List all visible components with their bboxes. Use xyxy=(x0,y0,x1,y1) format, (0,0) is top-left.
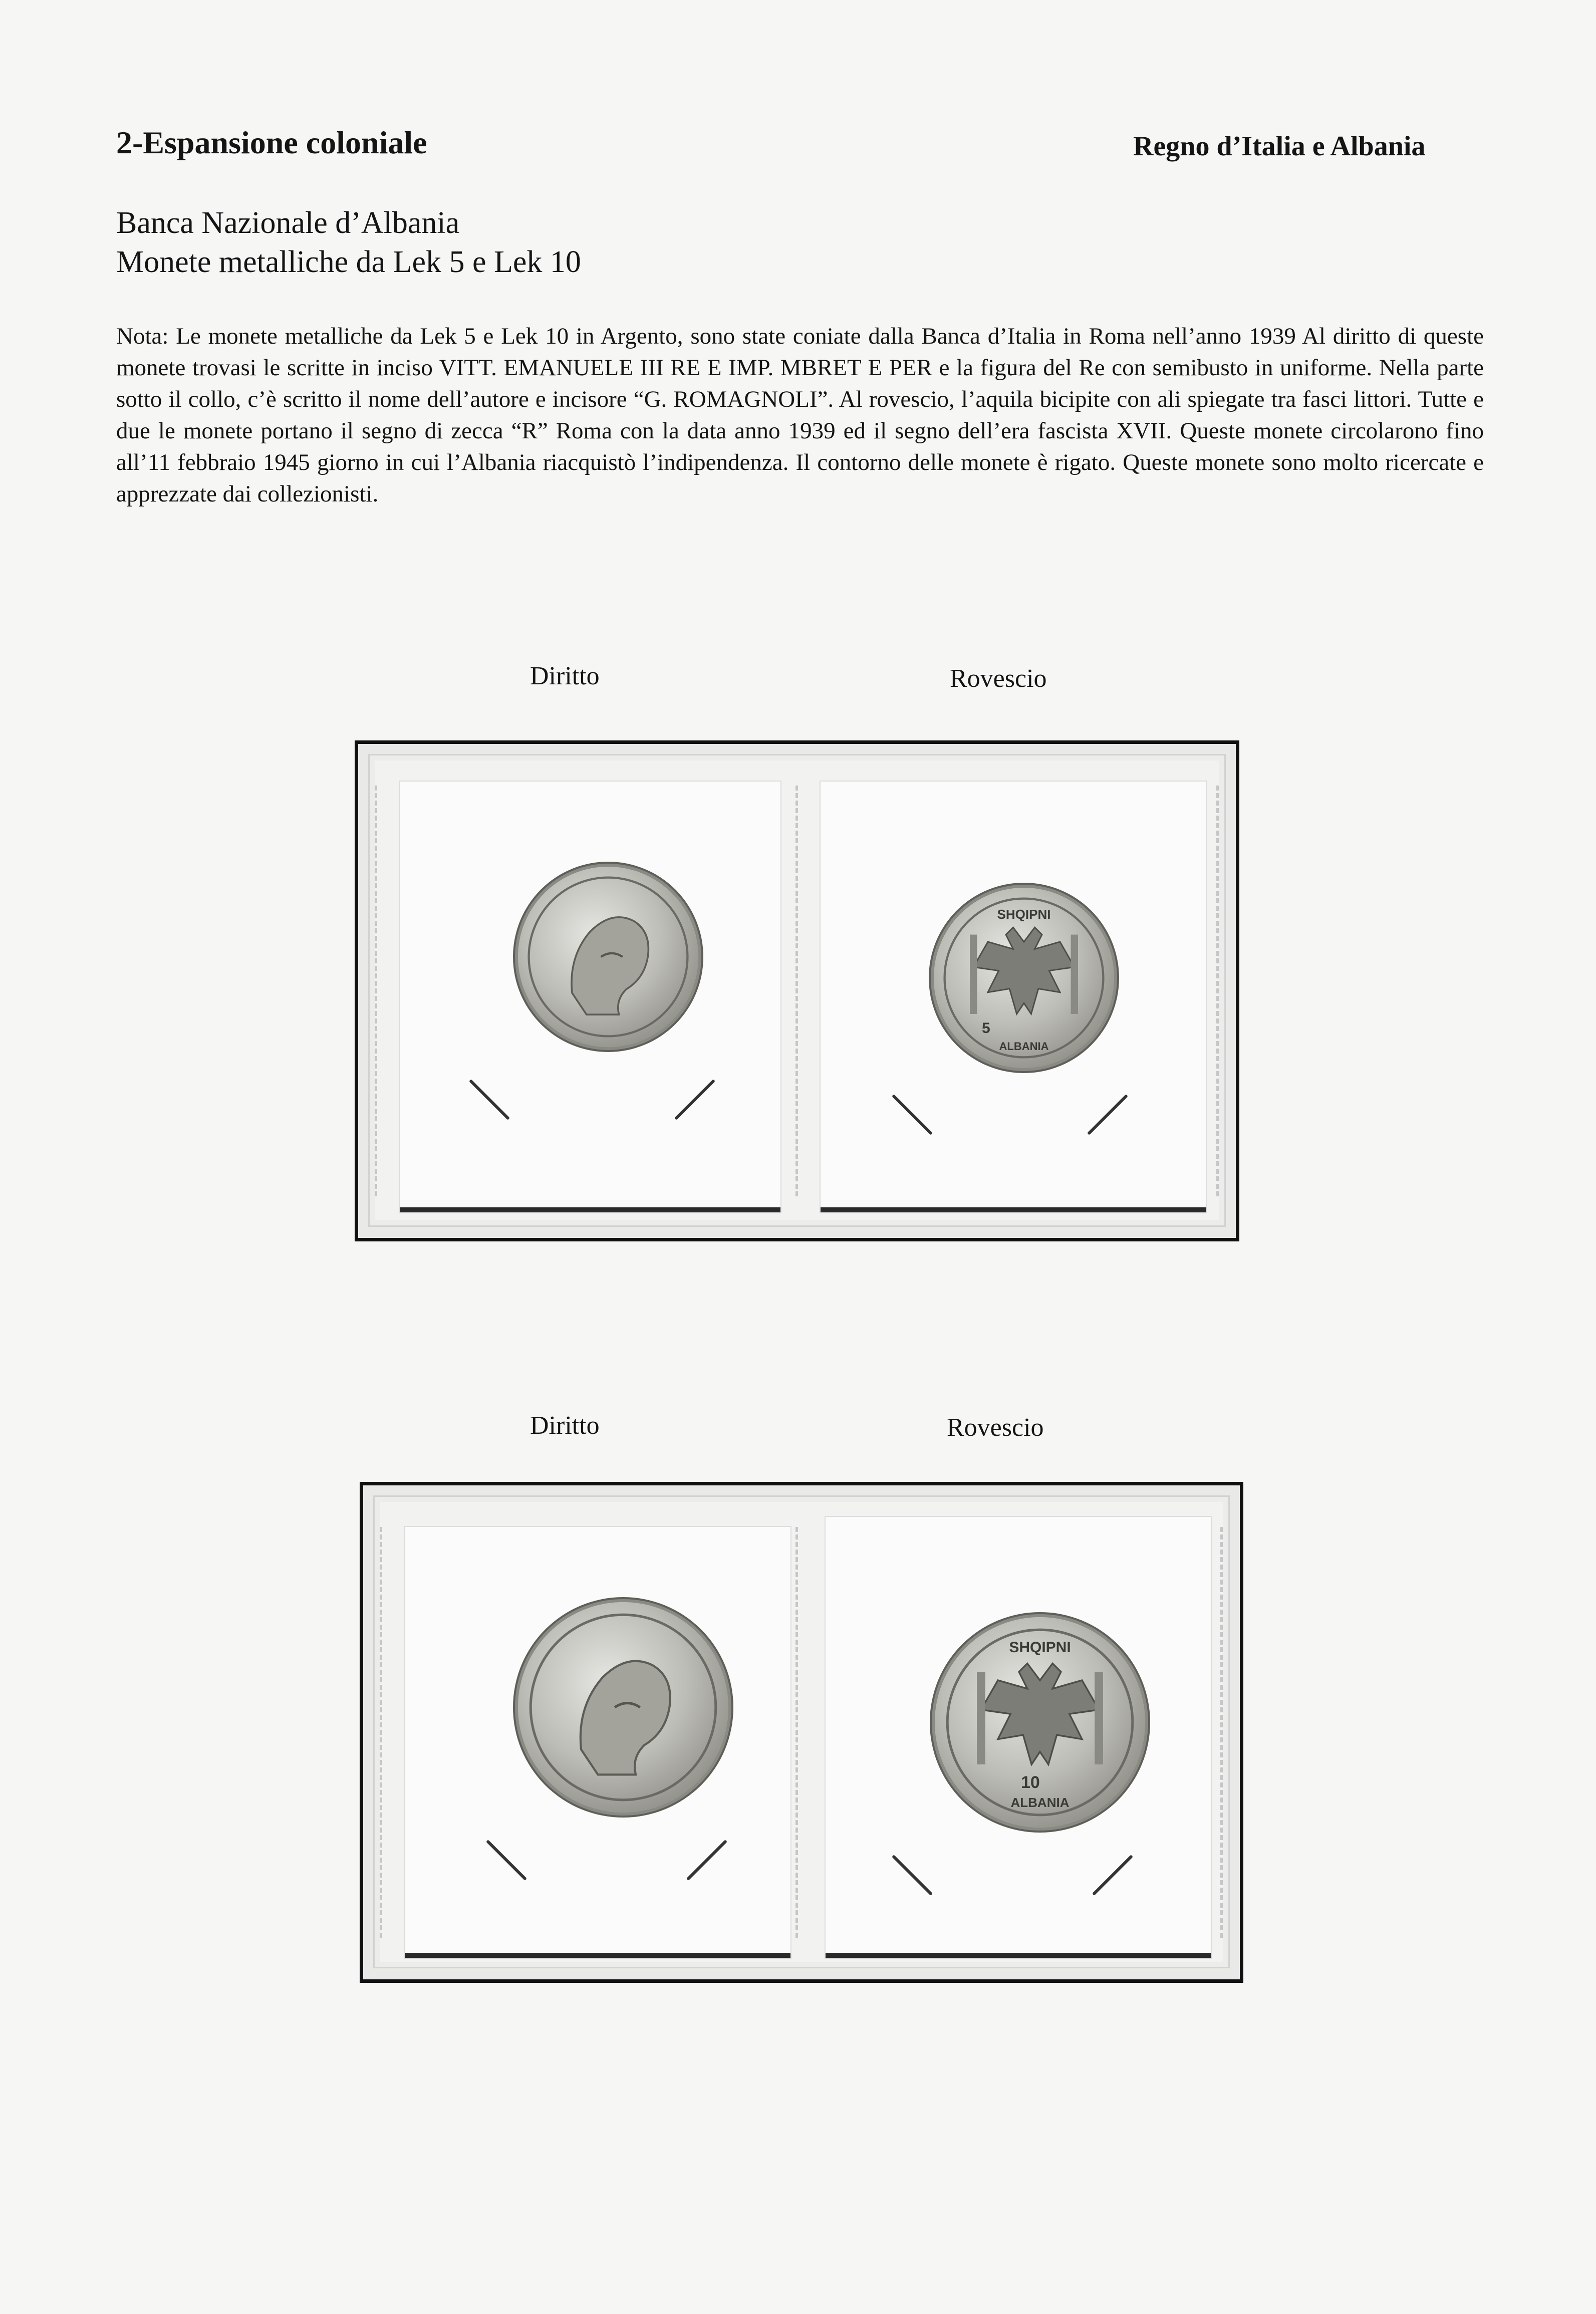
coin-holder-obverse xyxy=(400,782,780,1212)
coin-display-frame xyxy=(355,740,1239,1241)
holder-slot xyxy=(486,1840,527,1881)
sleeve-stitch xyxy=(795,786,805,1196)
coin-holder-obverse xyxy=(405,1527,790,1958)
page-title: 2-Espansione coloniale xyxy=(116,125,427,160)
sleeve-stitch xyxy=(795,1527,805,1938)
king-portrait-icon xyxy=(518,1602,728,1813)
holder-slot xyxy=(892,1855,933,1896)
coin-10-lek-reverse xyxy=(935,1617,1145,1828)
holder-edge xyxy=(826,1953,1211,1958)
reverse-caption: Rovescio xyxy=(947,1413,1044,1442)
coin-holder-reverse xyxy=(821,782,1206,1212)
sleeve-stitch xyxy=(375,786,384,1196)
holder-slot xyxy=(892,1094,933,1135)
note-paragraph: Nota: Le monete metalliche da Lek 5 e Lek 10 in Argento, sono state coniate dalla Banca d’Italia in Roma nell’anno 1939 Al diritto di queste monete trovasi le scritte in inciso VITT. EMANUELE III RE E IMP. MBRET E PER e la figura del Re con semibusto in uniforme. Nella parte sotto il collo, c’è scritto il nome dell’autore e incisore “G. ROMAGNOLI”. Al rovescio, l’aquila bicipite con ali spiegate tra fasci littori. Tutte e due le monete portano il segno di zecca “R” Roma con la data anno 1939 ed il segno dell’era fascista XVII. Queste monete circolarono fino all’11 febbraio 1945 giorno in cui l’Albania riacquistò l’indipendenza. Il contorno delle monete è rigato. Queste monete sono molto ricercate e apprezzate dai collezionisti. xyxy=(116,323,1484,507)
coin-legend-bottom: ALBANIA xyxy=(1010,1795,1070,1810)
coin-denomination: 10 xyxy=(1021,1773,1040,1792)
holder-edge xyxy=(405,1953,790,1958)
bank-name: Banca Nazionale d’Albania xyxy=(116,206,460,240)
page-subtitle-right: Regno d’Italia e Albania xyxy=(1133,131,1426,162)
holder-edge xyxy=(400,1207,780,1212)
coin-display-frame xyxy=(360,1482,1243,1983)
holder-slot xyxy=(1092,1855,1133,1896)
holder-slot xyxy=(1087,1094,1128,1135)
coin-5-lek-obverse xyxy=(518,867,698,1047)
sleeve-stitch xyxy=(1216,786,1226,1196)
holder-slot xyxy=(469,1079,510,1120)
coin-legend-bottom: ALBANIA xyxy=(999,1040,1049,1053)
holder-slot xyxy=(674,1079,715,1120)
obverse-caption: Diritto xyxy=(530,662,600,690)
plastic-sleeve xyxy=(368,754,1226,1227)
coin-10-lek-obverse xyxy=(518,1602,728,1813)
coin-denomination: 5 xyxy=(982,1020,990,1037)
coin-5-lek-reverse xyxy=(934,888,1114,1068)
sleeve-stitch xyxy=(380,1527,389,1938)
reverse-caption: Rovescio xyxy=(950,664,1047,693)
holder-slot xyxy=(686,1840,727,1881)
king-portrait-icon xyxy=(518,867,698,1047)
coin-legend-top: SHQIPNI xyxy=(997,907,1051,922)
coin-legend-top: SHQIPNI xyxy=(1009,1639,1071,1656)
coin-holder-reverse xyxy=(826,1517,1211,1958)
coins-description: Monete metalliche da Lek 5 e Lek 10 xyxy=(116,245,581,279)
holder-edge xyxy=(821,1207,1206,1212)
sleeve-stitch xyxy=(1220,1527,1230,1938)
obverse-caption: Diritto xyxy=(530,1411,600,1440)
plastic-sleeve xyxy=(373,1495,1230,1968)
